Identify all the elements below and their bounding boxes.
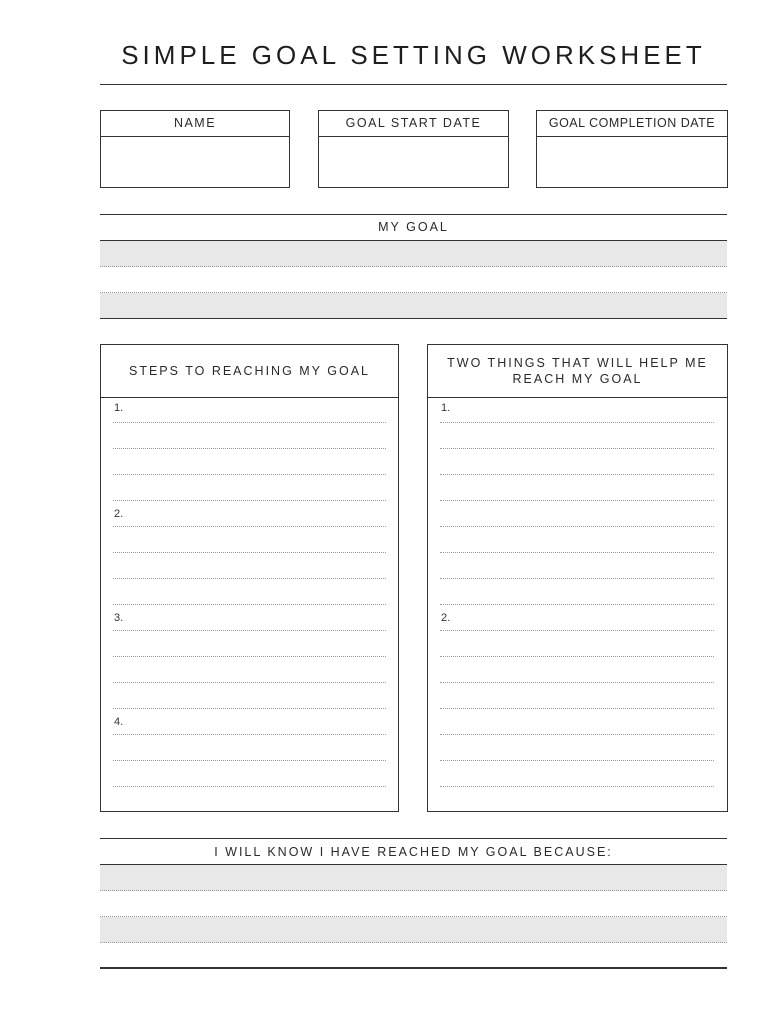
helper-number-2: 2.: [441, 612, 451, 624]
start-date-field[interactable]: [319, 137, 508, 187]
reached-top-rule: [100, 838, 727, 839]
step-number-2: 2.: [114, 508, 124, 520]
steps-line-5[interactable]: [113, 526, 386, 527]
helpers-heading: TWO THINGS THAT WILL HELP ME REACH MY GOAL: [428, 345, 727, 398]
completion-date-box: [536, 110, 728, 188]
start-date-box: [318, 110, 509, 188]
dotted-line: [100, 890, 727, 891]
steps-line-4[interactable]: [113, 500, 386, 501]
helpers-line-9[interactable]: [440, 630, 714, 631]
steps-line-12[interactable]: [113, 708, 386, 709]
my-goal-line-3[interactable]: [100, 293, 727, 319]
step-number-3: 3.: [114, 612, 124, 624]
reached-line-1[interactable]: [100, 865, 727, 891]
steps-line-15[interactable]: [113, 786, 386, 787]
helpers-line-12[interactable]: [440, 708, 714, 709]
helpers-line-11[interactable]: [440, 682, 714, 683]
helpers-line-5[interactable]: [440, 526, 714, 527]
steps-line-11[interactable]: [113, 682, 386, 683]
helpers-line-14[interactable]: [440, 760, 714, 761]
dotted-line: [100, 266, 727, 267]
my-goal-line-1[interactable]: [100, 241, 727, 267]
helpers-line-1[interactable]: [440, 422, 714, 423]
steps-line-7[interactable]: [113, 578, 386, 579]
reached-line-3[interactable]: [100, 917, 727, 943]
helpers-line-8[interactable]: [440, 604, 714, 605]
completion-date-label: GOAL COMPLETION DATE: [537, 111, 727, 137]
page-title: SIMPLE GOAL SETTING WORKSHEET: [121, 40, 706, 70]
name-label: NAME: [101, 111, 289, 137]
steps-line-14[interactable]: [113, 760, 386, 761]
name-field[interactable]: [101, 137, 289, 187]
steps-line-6[interactable]: [113, 552, 386, 553]
helpers-line-7[interactable]: [440, 578, 714, 579]
steps-line-13[interactable]: [113, 734, 386, 735]
steps-line-8[interactable]: [113, 604, 386, 605]
steps-line-9[interactable]: [113, 630, 386, 631]
completion-date-field[interactable]: [537, 137, 727, 187]
dotted-line: [100, 942, 727, 943]
steps-line-10[interactable]: [113, 656, 386, 657]
helpers-line-15[interactable]: [440, 786, 714, 787]
helpers-line-13[interactable]: [440, 734, 714, 735]
helpers-line-6[interactable]: [440, 552, 714, 553]
bottom-rule: [100, 967, 727, 969]
start-date-label: GOAL START DATE: [319, 111, 508, 137]
helpers-line-10[interactable]: [440, 656, 714, 657]
step-number-4: 4.: [114, 716, 124, 728]
steps-heading: STEPS TO REACHING MY GOAL: [101, 345, 398, 398]
helpers-line-3[interactable]: [440, 474, 714, 475]
my-goal-bottom-rule: [100, 318, 727, 319]
helper-number-1: 1.: [441, 402, 451, 414]
helpers-line-2[interactable]: [440, 448, 714, 449]
helpers-line-4[interactable]: [440, 500, 714, 501]
steps-line-2[interactable]: [113, 448, 386, 449]
step-number-1: 1.: [114, 402, 124, 414]
steps-line-3[interactable]: [113, 474, 386, 475]
my-goal-top-rule: [100, 214, 727, 215]
my-goal-heading: MY GOAL: [378, 220, 449, 234]
title-divider: [100, 84, 727, 85]
reached-heading: I WILL KNOW I HAVE REACHED MY GOAL BECAUSE:: [214, 845, 613, 859]
name-box: [100, 110, 290, 188]
steps-line-1[interactable]: [113, 422, 386, 423]
